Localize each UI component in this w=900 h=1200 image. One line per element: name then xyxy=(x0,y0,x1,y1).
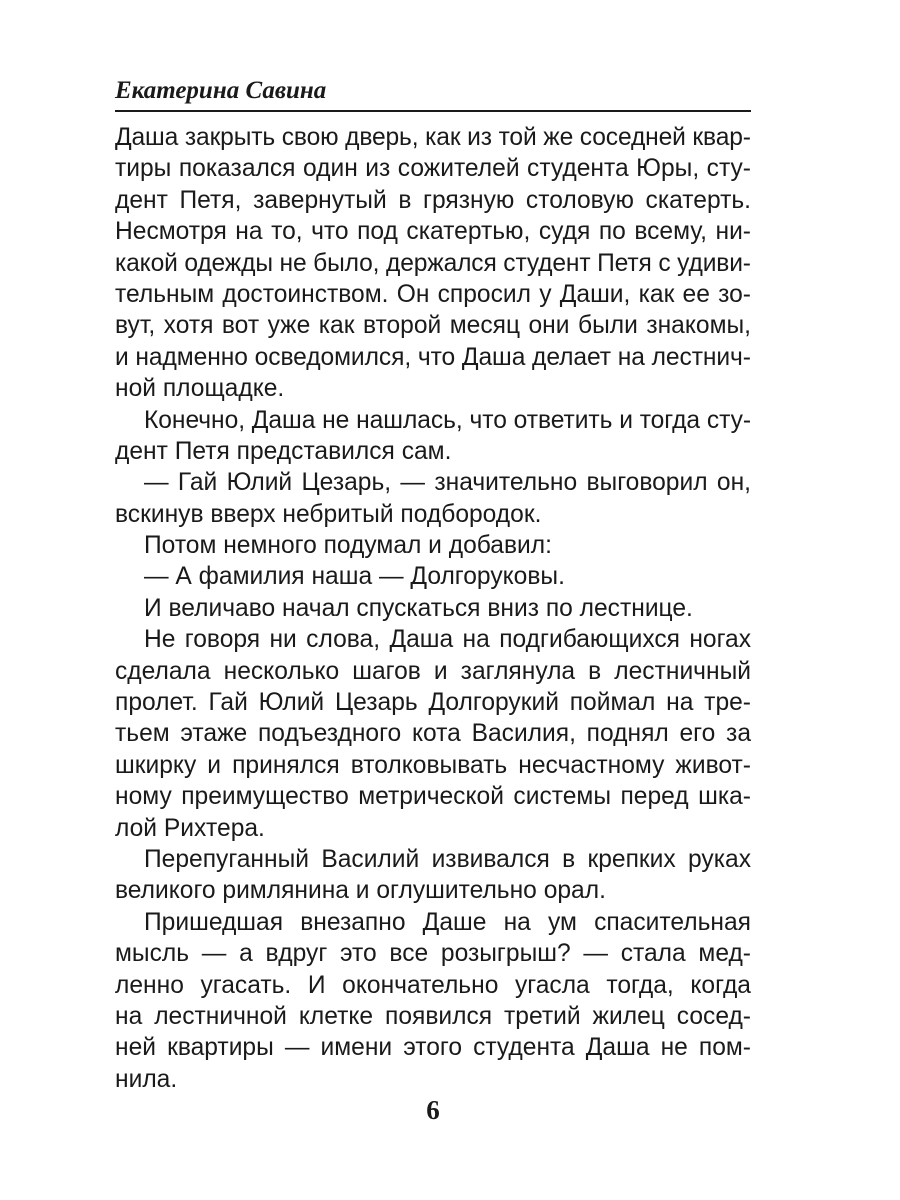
text-line: — А фамилия наша — Долгоруковы. xyxy=(144,563,565,591)
text-line: шкирку и принялся втолковывать несчастному живот- xyxy=(115,751,751,779)
text-line: великого римлянина и оглушительно орал. xyxy=(115,877,606,905)
text-line: Пришедшая внезапно Даше на ум спасительная xyxy=(144,908,751,936)
page-body-text xyxy=(115,122,751,1095)
text-line: И величаво начал спускаться вниз по лестнице. xyxy=(144,594,693,622)
text-line: Конечно, Даша не нашлась, что ответить и тогда сту- xyxy=(144,406,751,434)
page-number: 6 xyxy=(426,1095,440,1125)
text-line: какой одежды не было, держался студент Петя с удиви- xyxy=(115,249,751,277)
text-line: тьем этаже подъездного кота Василия, поднял его за xyxy=(115,720,751,748)
text-line: сделала несколько шагов и заглянула в лестничный xyxy=(115,657,751,685)
text-line: Не говоря ни слова, Даша на подгибающихся ногах xyxy=(144,626,751,654)
text-line: дент Петя представился сам. xyxy=(115,437,452,465)
text-line: Потом немного подумал и добавил: xyxy=(144,532,552,560)
running-head-author: Екатерина Савина xyxy=(115,77,327,104)
text-line: ной площадке. xyxy=(115,375,285,403)
header-rule xyxy=(115,110,751,112)
text-line: дент Петя, завернутый в грязную столовую скатерть. xyxy=(115,186,751,214)
text-line: на лестничной клетке появился третий жилец сосед- xyxy=(115,1002,751,1030)
text-line: нила. xyxy=(115,1065,178,1093)
text-line: вут, хотя вот уже как второй месяц они были знакомы, xyxy=(115,312,751,340)
text-line: ному преимущество метрической системы перед шка- xyxy=(115,783,751,811)
text-line: Перепуганный Василий извивался в крепких руках xyxy=(144,845,751,873)
text-line: Несмотря на то, что под скатертью, судя по всему, ни- xyxy=(115,218,751,246)
text-line: тиры показался один из сожителей студента Юры, сту- xyxy=(115,155,751,183)
text-line: лой Рихтера. xyxy=(115,814,265,842)
text-line: тельным достоинством. Он спросил у Даши, как ее зо- xyxy=(115,280,751,308)
text-line: вскинув вверх небритый подбородок. xyxy=(115,500,542,528)
text-line: пролет. Гай Юлий Цезарь Долгорукий поймал на тре- xyxy=(115,689,751,717)
text-line: — Гай Юлий Цезарь, — значительно выговорил он, xyxy=(144,469,751,497)
text-line: Даша закрыть свою дверь, как из той же соседней квар- xyxy=(115,124,751,151)
text-line: мысль — а вдруг это все розыгрыш? — стала мед- xyxy=(115,940,751,968)
text-line: ленно угасать. И окончательно угасла тогда, когда xyxy=(115,971,751,999)
text-line: и надменно осведомился, что Даша делает на лестнич- xyxy=(115,343,751,371)
text-line: ней квартиры — имени этого студента Даша не пом- xyxy=(115,1034,751,1062)
